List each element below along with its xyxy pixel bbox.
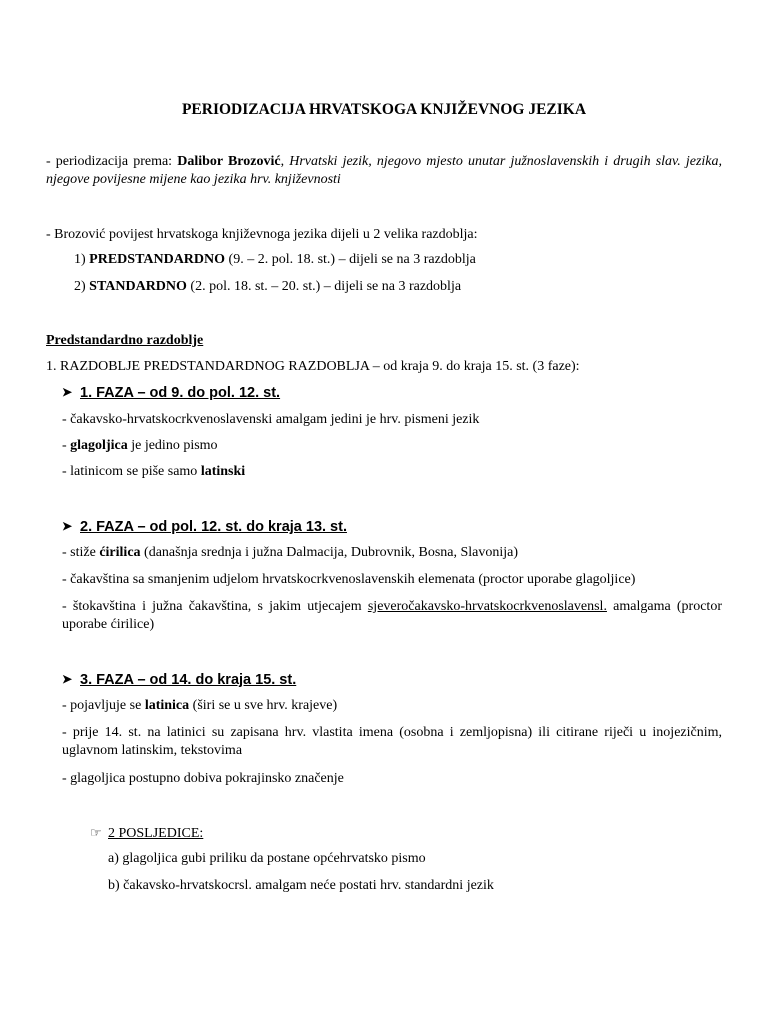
phase-1-bullet-3-pre: - latinicom se piše samo bbox=[62, 464, 201, 479]
phase-1-bullet-2 bbox=[62, 437, 218, 455]
intro-author: Dalibor Brozović bbox=[177, 154, 281, 169]
phase-2-bullet-3-underlined: sjeveročakavsko-hrvatskocrkvenoslavensl. bbox=[367, 599, 607, 614]
phase-1-bullet-2-post: je jedino pismo bbox=[127, 438, 218, 453]
division-text: - Brozović povijest hrvatskoga književnoga jezika dijeli u 2 velika razdoblja: bbox=[46, 227, 478, 242]
period-item-1 bbox=[74, 251, 476, 269]
period-item-2-num: 2) bbox=[74, 279, 90, 294]
phase-3-heading bbox=[62, 670, 296, 689]
section-heading bbox=[46, 332, 203, 350]
arrowhead-bullet-icon: ➤ bbox=[62, 672, 73, 686]
phase-2-title: 2. FAZA – od pol. 12. st. do kraja 13. st. bbox=[80, 519, 347, 535]
phase-1-bullet-3 bbox=[62, 463, 245, 481]
phase-2-bullet-3-pre: - štokavština i južna čakavština, s jakim utjecajem bbox=[62, 599, 368, 614]
document-title: PERIODIZACIJA HRVATSKOGA KNJIŽEVNOG JEZIKA bbox=[181, 101, 587, 118]
intro-work-title: Hrvatski jezik, njegovo mjesto unutar južnoslavenskih i drugih slav. jezika, njegove povijesne mijene kao jezika hrv. književnosti bbox=[46, 154, 722, 187]
phase-2-bullet-3 bbox=[62, 598, 722, 634]
period-item-2-rest: (2. pol. 18. st. – 20. st.) – dijeli se na 3 razdoblja bbox=[186, 279, 462, 294]
phase-3-title: 3. FAZA – od 14. do kraja 15. st. bbox=[80, 672, 297, 688]
period-item-1-num: 1) bbox=[74, 252, 90, 267]
period1-line: 1. RAZDOBLJE PREDSTANDARDNOG RAZDOBLJA – od kraja 9. do kraja 15. st. (3 faze): bbox=[46, 359, 580, 374]
consequences-heading-text: 2 POSLJEDICE: bbox=[108, 826, 204, 841]
phase-2-bullet-1-bold: ćirilica bbox=[99, 545, 141, 560]
phase-1-bullet-2-pre: - bbox=[62, 438, 71, 453]
intro-prefix: - periodizacija prema: bbox=[46, 154, 178, 169]
period-item-1-name: PREDSTANDARDNO bbox=[89, 252, 226, 267]
arrowhead-bullet-icon: ➤ bbox=[62, 519, 73, 533]
phase-3-bullet-3: - glagoljica postupno dobiva pokrajinsko značenje bbox=[62, 771, 344, 786]
intro-separator: , bbox=[280, 154, 290, 169]
phase-2-heading bbox=[62, 517, 347, 536]
intro-paragraph bbox=[46, 153, 722, 189]
phase-3-bullet-2: - prije 14. st. na latinici su zapisana hrv. vlastita imena (osobna i zemljopisna) ili citirane riječi u inojezičnim, uglavnom latinskim, tekstovima bbox=[62, 725, 722, 758]
phase-3-bullet-1 bbox=[62, 697, 337, 715]
phase-1-bullet-3-bold: latinski bbox=[200, 464, 246, 479]
consequence-a: a) glagoljica gubi priliku da postane općehrvatsko pismo bbox=[108, 851, 426, 866]
period-item-2 bbox=[74, 278, 461, 296]
period-item-1-rest: (9. – 2. pol. 18. st.) – dijeli se na 3 razdoblja bbox=[225, 252, 476, 267]
consequences-heading bbox=[90, 824, 203, 843]
phase-1-heading bbox=[62, 383, 280, 402]
phase-1-bullet-1: - čakavsko-hrvatskocrkvenoslavenski amalgam jedini je hrv. pismeni jezik bbox=[62, 412, 480, 427]
period-item-2-name: STANDARDNO bbox=[89, 279, 187, 294]
section-heading-text: Predstandardno razdoblje bbox=[46, 333, 204, 348]
phase-2-bullet-1-post: (današnja srednja i južna Dalmacija, Dubrovnik, Bosna, Slavonija) bbox=[140, 545, 519, 560]
arrowhead-bullet-icon: ➤ bbox=[62, 385, 73, 399]
phase-2-bullet-1 bbox=[62, 544, 518, 562]
phase-1-title: 1. FAZA – od 9. do pol. 12. st. bbox=[80, 385, 281, 401]
phase-3-bullet-1-post: (širi se u sve hrv. krajeve) bbox=[189, 698, 338, 713]
phase-2-bullet-3-post: amalgama (proctor uporabe ćirilice) bbox=[62, 599, 722, 632]
hand-pointer-icon: ☞ bbox=[90, 825, 102, 840]
consequence-b: b) čakavsko-hrvatskocrsl. amalgam neće postati hrv. standardni jezik bbox=[108, 878, 494, 893]
phase-2-bullet-2: - čakavština sa smanjenim udjelom hrvatskocrkvenoslavenskih elemenata (proctor uporabe glagoljice) bbox=[62, 572, 636, 587]
phase-2-bullet-1-pre: - stiže bbox=[62, 545, 100, 560]
phase-1-bullet-2-bold: glagoljica bbox=[70, 438, 128, 453]
phase-3-bullet-1-pre: - pojavljuje se bbox=[62, 698, 145, 713]
phase-3-bullet-1-bold: latinica bbox=[144, 698, 190, 713]
